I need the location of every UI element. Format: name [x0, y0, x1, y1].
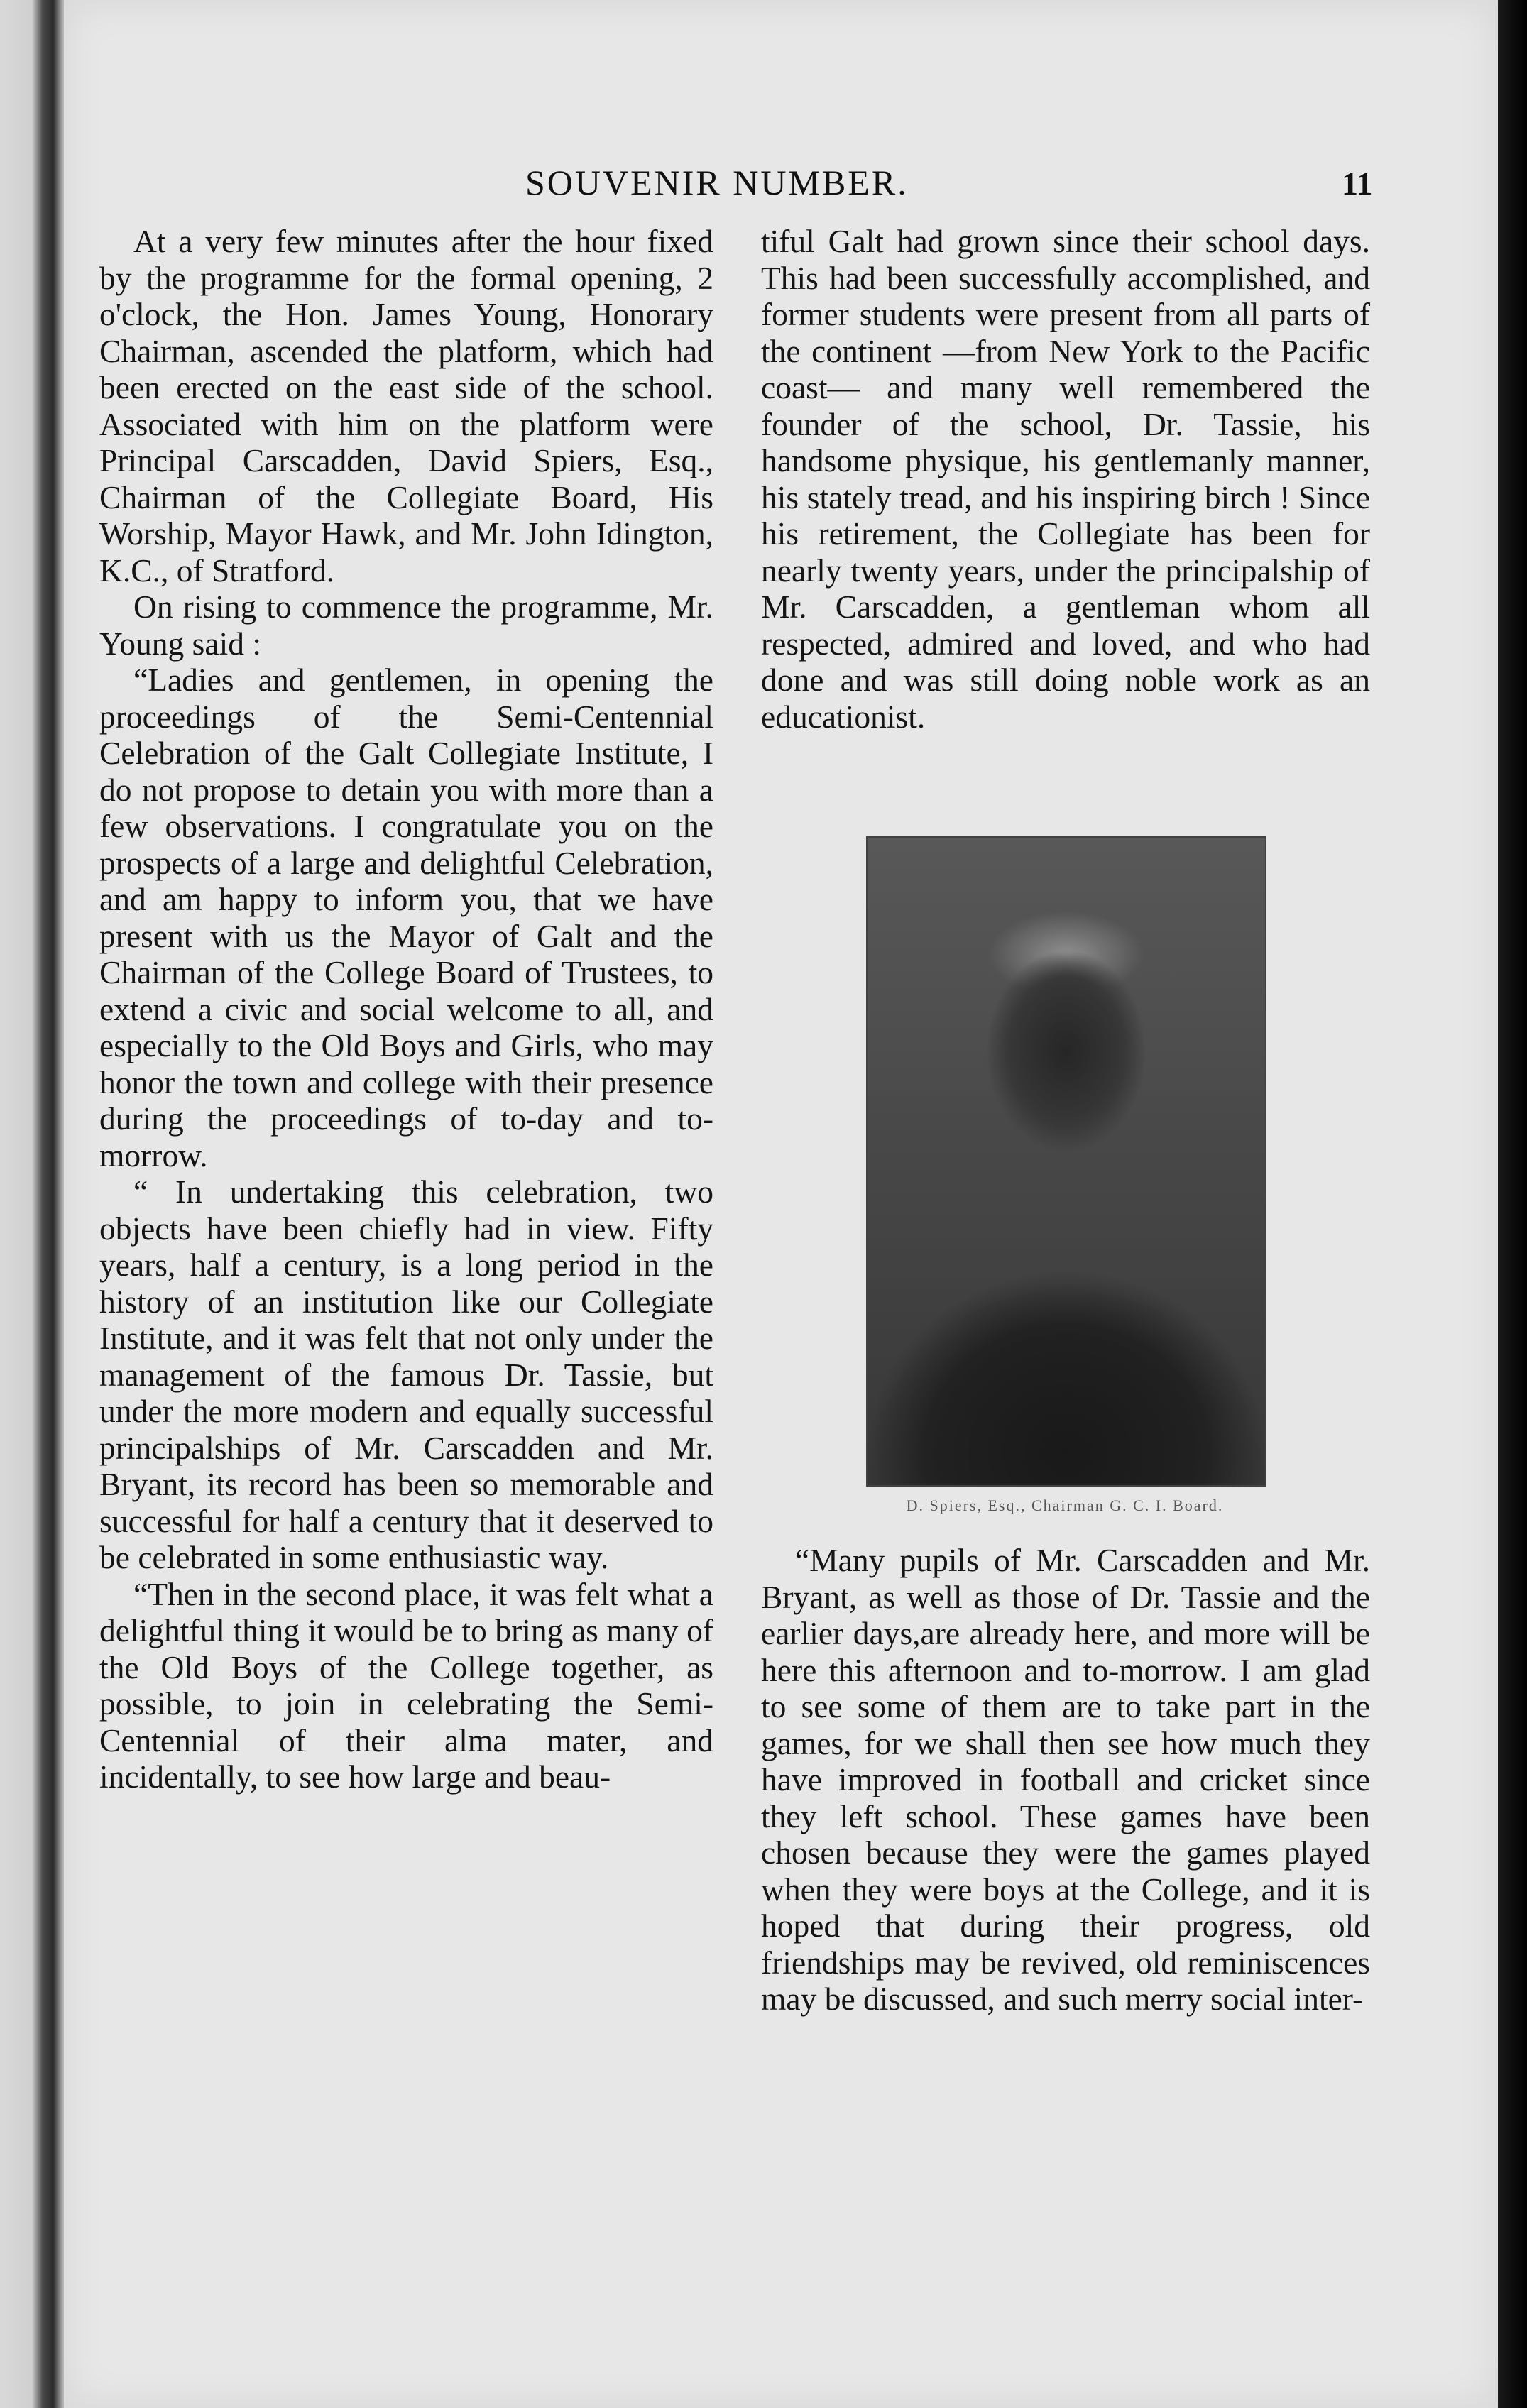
- paragraph-rising: On rising to commence the programme, Mr. Young said :: [99, 589, 713, 662]
- photo-caption: D. Spiers, Esq., Chairman G. C. I. Board.: [906, 1496, 1224, 1514]
- page-number: 11: [1342, 165, 1373, 202]
- paragraph-opening: At a very few minutes after the hour fixed by the programme for the formal opening, 2 o'clock, the Hon. James Young, Honorary Chairman, ascended the platform, which had been erected on the east side of the school. Associated with him on the platform were Principal Carscadden, David Spiers, Esq., Chairman of the Collegiate Board, His Worship, Mayor Hawk, and Mr. John Idington, K.C., of Stratford.: [99, 223, 713, 589]
- paragraph-continuation: tiful Galt had grown since their school days. This had been successfully accomplished, and former students were present from all parts of the continent —from New York to the Pacific coast— and many well remembered the founder of the school, Dr. Tassie, his handsome physique, his gentlemanly manner, his stately tread, and his inspiring birch ! Since his retirement, the Collegiate has been for nearly twenty years, under the principalship of Mr. Carscadden, a gentleman whom all respected, admired and loved, and who had done and was still doing noble work as an educationist.: [761, 223, 1370, 735]
- paragraph-second-place: “Then in the second place, it was felt what a delightful thing it would be to bring as many of the Old Boys of the College together, as possible, to join in celebrating the Semi-Centennial of their alma mater, and incidentally, to see how large and beau-: [99, 1575, 713, 1795]
- page-edge-shadow: [1498, 0, 1527, 2408]
- right-column-bottom: [761, 1542, 1370, 2018]
- right-column-top: [761, 223, 1370, 735]
- paragraph-undertaking: “ In undertaking this celebration, two objects have been chiefly had in view. Fifty years, half a century, is a long period in the history of an institution like our Collegiate Institute, and it was felt that not only under the management of the famous Dr. Tassie, but under the more modern and equally successful principalships of Mr. Carscadden and Mr. Bryant, its record has been so memorable and successful for half a century that it deserved to be celebrated in some enthusiastic way.: [99, 1173, 713, 1575]
- running-head: SOUVENIR NUMBER.: [525, 163, 909, 202]
- portrait-photo: [866, 836, 1266, 1487]
- paragraph-ladies-gentlemen: “Ladies and gentlemen, in opening the proceedings of the Semi-Centennial Celebration of the Galt Collegiate Institute, I do not propose to detain you with more than a few observations. I congratulate you on the prospects of a large and delightful Celebration, and am happy to inform you, that we have present with us the Mayor of Galt and the Chairman of the College Board of Trustees, to extend a civic and social welcome to all, and especially to the Old Boys and Girls, who may honor the town and college with their presence during the proceedings of to-day and to-morrow.: [99, 662, 713, 1173]
- left-column: [99, 223, 713, 1795]
- paragraph-many-pupils: “Many pupils of Mr. Carscadden and Mr. Bryant, as well as those of Dr. Tassie and the earlier days,are already here, and more will be here this afternoon and to-morrow. I am glad to see some of them are to take part in the games, for we shall then see how much they have improved in football and cricket since they left school. These games have been chosen because they were the games played when they were boys at the College, and it is hoped that during their progress, old friendships may be revived, old reminiscences may be discussed, and such merry social inter-: [761, 1542, 1370, 2017]
